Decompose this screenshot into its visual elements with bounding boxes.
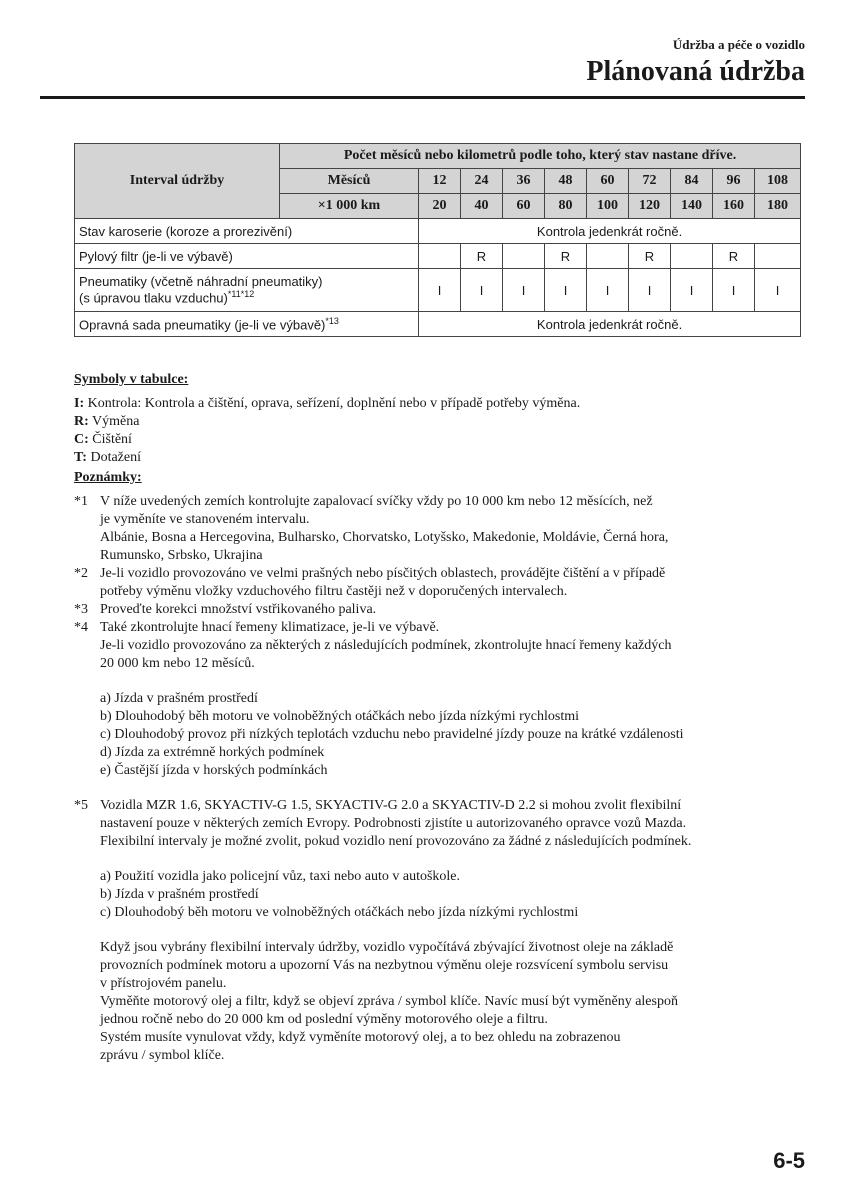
note-number: *3 [74, 602, 88, 617]
schedule-cell [755, 244, 801, 269]
note-line: Také zkontrolujte hnací řemeny klimatizace, je-li ve výbavě. [100, 620, 440, 635]
row-label [75, 312, 419, 337]
schedule-cell: I [671, 269, 713, 312]
section-label: Údržba a péče o vozidlo [672, 37, 805, 52]
note-number: *4 [74, 620, 88, 635]
row-label [75, 269, 419, 312]
note-5-details [100, 939, 809, 1065]
note-line: v přístrojovém panelu. [100, 976, 227, 991]
note-5 [74, 797, 809, 851]
km-cell: 40 [461, 194, 503, 219]
note-number: *2 [74, 566, 88, 581]
row-span-text: Kontrola jedenkrát ročně. [419, 312, 801, 337]
interval-label-cell: Interval údržby [75, 144, 280, 219]
table-header-row [75, 144, 801, 169]
table-row [75, 312, 801, 337]
row-label-line2: (s úpravou tlaku vzduchu) [79, 290, 228, 306]
note-5-conditions [100, 868, 809, 922]
month-cell: 60 [587, 169, 629, 194]
km-cell: 20 [419, 194, 461, 219]
maintenance-table [74, 143, 801, 337]
note-line: Vyměňte motorový olej a filtr, když se objeví zpráva / symbol klíče. Navíc musí být vyměněny alespoň [100, 994, 678, 1009]
row-label-text: Opravná sada pneumatiky (je-li ve výbavě) [79, 317, 326, 333]
table-row [75, 244, 801, 269]
span-header-cell: Počet měsíců nebo kilometrů podle toho, který stav nastane dříve. [280, 144, 801, 169]
schedule-cell: I [545, 269, 587, 312]
footnote-ref: *13 [325, 315, 339, 326]
note-4 [74, 619, 809, 673]
condition-item: c) Dlouhodobý provoz při nízkých teplotách vzduchu nebo pravidelné jízdy pouze na krátké vzdálenosti [100, 727, 684, 742]
month-cell: 36 [503, 169, 545, 194]
row-span-text: Kontrola jedenkrát ročně. [419, 219, 801, 244]
month-cell: 84 [671, 169, 713, 194]
schedule-cell [587, 244, 629, 269]
km-cell: 80 [545, 194, 587, 219]
note-line: jednou ročně nebo do 20 000 km od poslední výměny motorového oleje a filtru. [100, 1012, 548, 1027]
note-line: je vyměníte ve stanoveném intervalu. [100, 512, 310, 527]
note-line: Flexibilní intervaly je možné zvolit, pokud vozidlo není provozováno za žádné z následujících podmínek. [100, 834, 692, 849]
months-label-cell: Měsíců [280, 169, 419, 194]
schedule-cell: I [587, 269, 629, 312]
condition-item: c) Dlouhodobý běh motoru ve volnoběžných otáčkách nebo jízda nízkými rychlostmi [100, 905, 579, 920]
condition-item: b) Jízda v prašném prostředí [100, 887, 259, 902]
note-line: provozních podmínek motoru a upozorní Vás na nezbytnou výměnu oleje rozsvícení symbolu servisu [100, 958, 669, 973]
symbols-heading: Symboly v tabulce: [74, 372, 189, 387]
km-cell: 120 [629, 194, 671, 219]
month-cell: 96 [713, 169, 755, 194]
km-cell: 160 [713, 194, 755, 219]
table-row [75, 269, 801, 312]
condition-item: a) Jízda v prašném prostředí [100, 691, 258, 706]
notes-heading: Poznámky: [74, 470, 142, 485]
note-line: nastavení pouze v některých zemích Evropy. Podrobnosti zjistíte u autorizovaného opravce vozů Mazda. [100, 816, 687, 831]
schedule-cell: R [545, 244, 587, 269]
note-line: Vozidla MZR 1.6, SKYACTIV-G 1.5, SKYACTIV-G 2.0 a SKYACTIV-D 2.2 si mohou zvolit flexibilní [100, 798, 682, 813]
note-line: zprávu / symbol klíče. [100, 1048, 225, 1063]
km-cell: 140 [671, 194, 713, 219]
page-title: Plánovaná údržba [586, 56, 805, 87]
schedule-cell: R [713, 244, 755, 269]
km-cell: 100 [587, 194, 629, 219]
symbol-text: Dotažení [86, 450, 141, 465]
schedule-cell: R [629, 244, 671, 269]
table-row [75, 219, 801, 244]
note-3 [74, 601, 809, 619]
condition-item: e) Častější jízda v horských podmínkách [100, 763, 328, 778]
note-2 [74, 565, 809, 601]
note-line: Je-li vozidlo provozováno za některých z následujících podmínek, zkontrolujte hnací řemeny každých [100, 638, 672, 653]
month-cell: 72 [629, 169, 671, 194]
schedule-cell: I [503, 269, 545, 312]
footnote-ref: *11*12 [227, 289, 255, 300]
month-cell: 108 [755, 169, 801, 194]
month-cell: 24 [461, 169, 503, 194]
schedule-cell: I [629, 269, 671, 312]
page-number: 6-5 [773, 1148, 805, 1173]
km-cell: 180 [755, 194, 801, 219]
note-line: potřeby výměnu vložky vzduchového filtru častěji než v doporučených intervalech. [100, 584, 568, 599]
note-line: Systém musíte vynulovat vždy, když vyměníte motorový olej, a to bez ohledu na zobrazenou [100, 1030, 621, 1045]
schedule-cell [419, 244, 461, 269]
condition-item: d) Jízda za extrémně horkých podmínek [100, 745, 325, 760]
note-number: *5 [74, 798, 88, 813]
schedule-cell: I [755, 269, 801, 312]
notes-body [74, 371, 809, 1065]
note-line: Proveďte korekci množství vstřikovaného paliva. [100, 602, 377, 617]
note-line: V níže uvedených zemích kontrolujte zapalovací svíčky vždy po 10 000 km nebo 12 měsících, než [100, 494, 653, 509]
symbol-key: T: [74, 450, 87, 465]
schedule-cell: I [461, 269, 503, 312]
title-rule [40, 96, 805, 99]
note-number: *1 [74, 494, 88, 509]
km-label-cell: ×1 000 km [280, 194, 419, 219]
condition-item: b) Dlouhodobý běh motoru ve volnoběžných otáčkách nebo jízda nízkými rychlostmi [100, 709, 579, 724]
month-cell: 48 [545, 169, 587, 194]
symbol-item [74, 431, 809, 449]
note-line: Když jsou vybrány flexibilní intervaly údržby, vozidlo vypočítává zbývající životnost oleje na základě [100, 940, 674, 955]
schedule-cell: R [461, 244, 503, 269]
note-line: Je-li vozidlo provozováno ve velmi prašných nebo písčitých oblastech, provádějte čištění a v případě [100, 566, 666, 581]
km-cell: 60 [503, 194, 545, 219]
symbol-item [74, 413, 809, 431]
symbol-key: I: [74, 396, 85, 411]
symbol-text: Čištění [88, 432, 132, 447]
note-4-conditions [100, 690, 809, 780]
schedule-cell: I [713, 269, 755, 312]
row-label: Stav karoserie (koroze a prorezivění) [75, 219, 419, 244]
symbol-text: Kontrola: Kontrola a čištění, oprava, seřízení, doplnění nebo v případě potřeby výměna. [84, 396, 581, 411]
note-1 [74, 493, 809, 565]
schedule-cell: I [419, 269, 461, 312]
row-label: Pylový filtr (je-li ve výbavě) [75, 244, 419, 269]
symbol-key: R: [74, 414, 89, 429]
symbol-text: Výměna [88, 414, 140, 429]
month-cell: 12 [419, 169, 461, 194]
condition-item: a) Použití vozidla jako policejní vůz, taxi nebo auto v autoškole. [100, 869, 461, 884]
row-label-line1: Pneumatiky (včetně náhradní pneumatiky) [79, 274, 323, 290]
schedule-cell [503, 244, 545, 269]
symbol-item [74, 395, 809, 413]
symbol-item [74, 449, 809, 467]
symbol-key: C: [74, 432, 89, 447]
note-line: Rumunsko, Srbsko, Ukrajina [100, 548, 263, 563]
note-line: Albánie, Bosna a Hercegovina, Bulharsko, Chorvatsko, Lotyšsko, Makedonie, Moldávie, Černá hora, [100, 530, 669, 545]
note-line: 20 000 km nebo 12 měsíců. [100, 656, 255, 671]
schedule-cell [671, 244, 713, 269]
